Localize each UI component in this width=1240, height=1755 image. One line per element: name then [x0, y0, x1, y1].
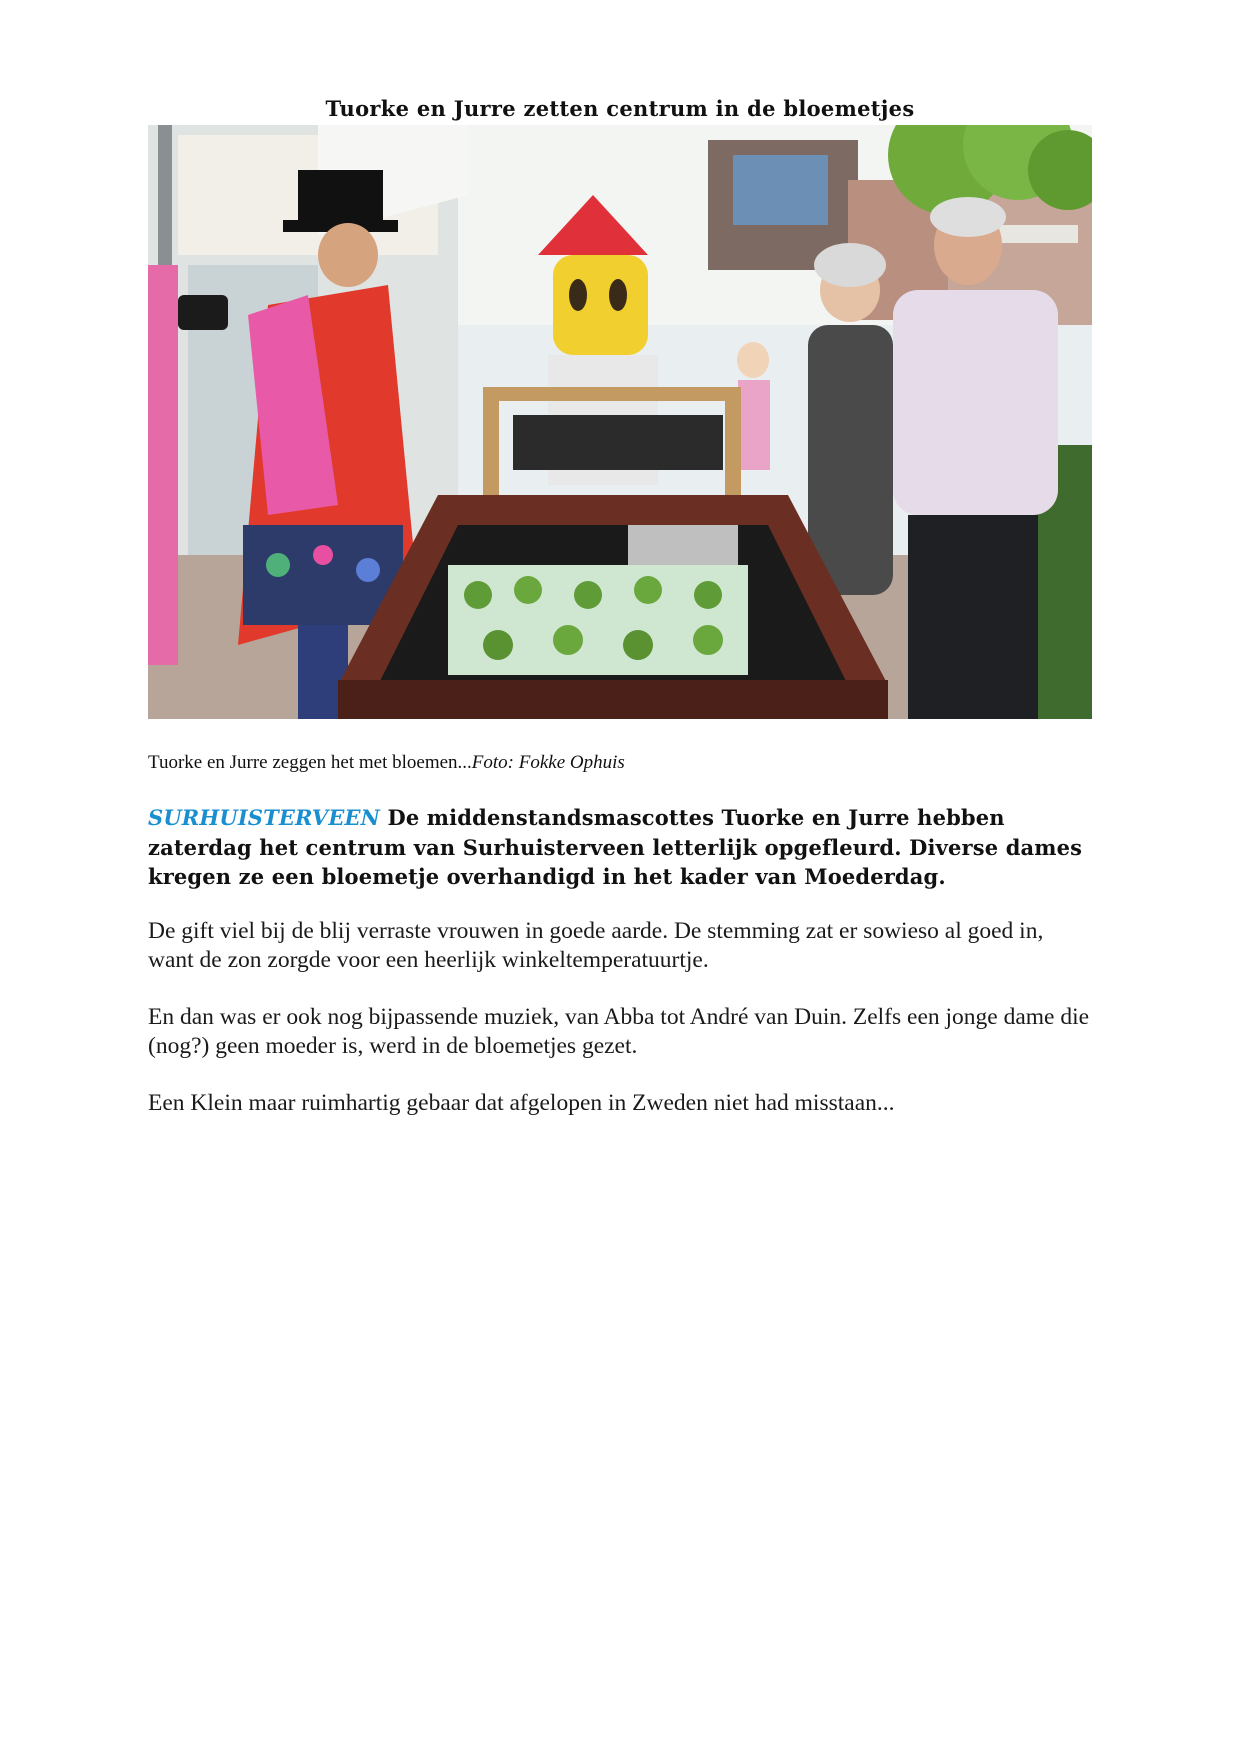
photo-credit: Foto: Fokke Ophuis [471, 752, 625, 773]
lead-paragraph [148, 803, 1092, 892]
caption-text: Tuorke en Jurre zeggen het met bloemen... [148, 752, 472, 773]
lead-text: De middenstandsmascottes Tuorke en Jurre hebben zaterdag het centrum van Surhuisterveen letterlijk opgefleurd. Diverse dames kregen ze een bloemetje overhandigd in het kader van Moederdag. [148, 805, 1083, 889]
dateline: SURHUISTERVEEN [148, 805, 381, 830]
body-paragraph-1: De gift viel bij de blij verraste vrouwen in goede aarde. De stemming zat er sowieso al goed in, want de zon zorgde voor een heerlijk winkeltemperatuurtje. [148, 918, 1044, 973]
body-paragraph-2: En dan was er ook nog bijpassende muziek, van Abba tot André van Duin. Zelfs een jonge dame die (nog?) geen moeder is, werd in de bloemetjes gezet. [148, 1004, 1090, 1059]
headline: Tuorke en Jurre zetten centrum in de bloemetjes [325, 96, 915, 121]
photo-caption [148, 752, 1092, 774]
photo-image [148, 125, 1092, 719]
body-paragraph-3: Een Klein maar ruimhartig gebaar dat afgelopen in Zweden niet had misstaan... [148, 1090, 895, 1116]
article-photo [148, 125, 1092, 719]
